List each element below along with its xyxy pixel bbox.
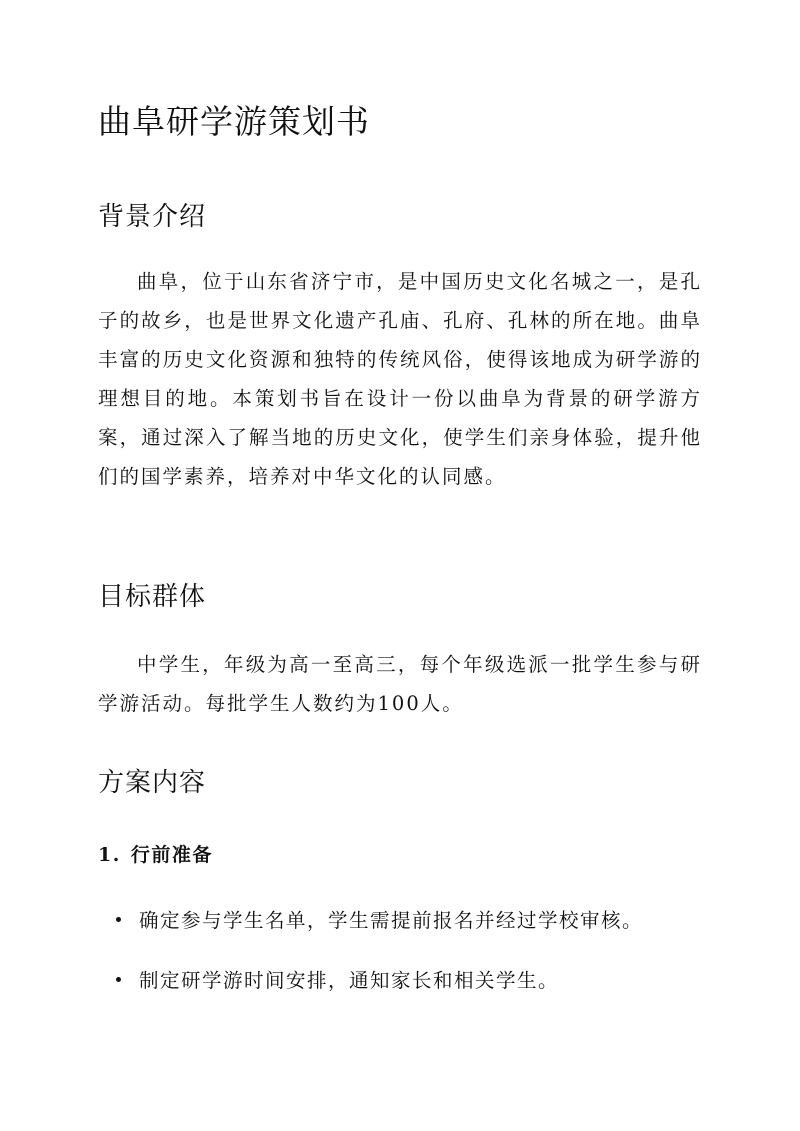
bullet-text: 制定研学游时间安排，通知家长和相关学生。 — [139, 969, 560, 992]
section-paragraph-target-group: 中学生，年级为高一至高三，每个年级选派一批学生参与研学游活动。每批学生人数约为100人。 — [98, 653, 702, 715]
bullet-text: 确定参与学生名单，学生需提前报名并经过学校审核。 — [139, 909, 644, 932]
section-heading-target-group: 目标群体 — [98, 582, 207, 612]
subsection-title: 行前准备 — [130, 844, 213, 866]
document-title: 曲阜研学游策划书 — [98, 102, 370, 141]
section-heading-background: 背景介绍 — [98, 202, 207, 232]
bullet-item — [116, 905, 643, 933]
section-heading-plan-content: 方案内容 — [98, 768, 207, 798]
section-paragraph-background: 曲阜，位于山东省济宁市，是中国历史文化名城之一，是孔子的故乡，也是世界文化遗产孔庙、孔府、孔林的所在地。曲阜丰富的历史文化资源和独特的传统风俗，使得该地成为研学游的理想目的地。本策划书旨在设计一份以曲阜为背景的研学游方案，通过深入了解当地的历史文化，使学生们亲身体验，提升他们的国学素养，培养对中华文化的认同感。 — [98, 270, 702, 488]
bullet-dot-icon — [116, 977, 121, 982]
subsection-heading — [98, 840, 213, 867]
subsection-number: 1. — [98, 844, 121, 866]
bullet-dot-icon — [116, 917, 121, 922]
bullet-item — [116, 965, 559, 993]
